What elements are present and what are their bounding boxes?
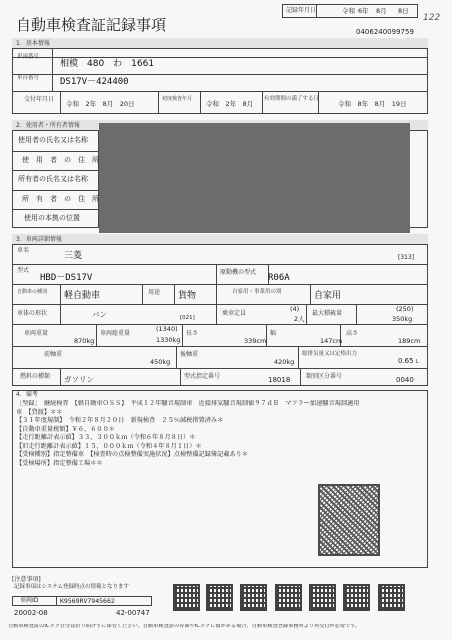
first-reg-date: 令和 2年 8月 [206, 100, 254, 108]
first-reg-label: 初度検査年月 [162, 96, 193, 102]
user-name-label: 使用者の氏名又は名称 [18, 136, 88, 144]
body-code: [021] [180, 315, 195, 321]
type-number: 18018 [268, 376, 291, 384]
attention-title: [注意事項] [12, 576, 41, 583]
note-line: 【旧走行距離計表示値】１５，０００ｋｍ（令和４年８月１日）＊ [16, 442, 202, 450]
document-title: 自動車検査証記録事項 [16, 16, 167, 34]
record-date-month: 8月 [376, 7, 387, 15]
vehicle-detail-heading: 3．車両詳細情報 [16, 236, 62, 243]
qr-code-6 [343, 584, 370, 611]
vehicle-use: 貨物 [178, 291, 197, 301]
owner-address-label: 所 有 者 の 住 所 [22, 195, 99, 203]
displacement-unit: L [416, 359, 419, 365]
capacity-label: 乗車定員 [222, 310, 247, 317]
notes-qr-code [318, 484, 380, 556]
document-number: 0406240099759 [356, 28, 414, 36]
qr-code-7 [378, 584, 405, 611]
base-location-label: 使用の本拠の位置 [24, 214, 80, 222]
front-axle-label: 前軸重 [44, 351, 63, 358]
attention-text: 記録事項はシステム登録時点の情報となります [14, 584, 129, 590]
footer-notice: 自動車検査証のICタグ自分は折り曲げずに保管ください。自動車検査証の券面やICタグに傷がある場合、自動車検査登録事務所より再交付が必要です。 [8, 624, 361, 629]
purpose-label: 自家用・事業用の別 [232, 289, 282, 295]
user-owner-heading: 2．使用者・所有者情報 [16, 122, 80, 129]
note-line: ［型録］ 継続検査 【軽自動車ＯＳＳ】 平成１２年騒音規制車 近接排気騒音規制値９７ｄＢ マフラー加速騒音規制適用 [16, 400, 360, 407]
gross-weight-original: (1340) [156, 325, 178, 333]
rear-axle-label: 後軸重 [180, 351, 199, 358]
form-code-left: 20002-08 [14, 609, 48, 617]
height: 189cm [398, 337, 421, 345]
gross-weight: 1330kg [156, 336, 181, 344]
height-label: 高さ [346, 330, 359, 337]
weight-label: 車両重量 [24, 330, 49, 337]
body-shape: バン [92, 310, 107, 319]
record-date-day: 8日 [398, 7, 409, 15]
handwritten-number: 122 [423, 13, 441, 23]
kind-label: 自動車の種別 [17, 289, 48, 295]
model: HBD－DS17V [40, 273, 93, 283]
fuel-label: 燃料の種類 [20, 373, 51, 380]
maker-label: 車名 [17, 247, 30, 254]
capacity-original: (4) [290, 305, 300, 313]
delivery-date: 令和 2年 8月 20日 [66, 100, 135, 108]
rear-axle-weight: 420kg [274, 358, 295, 366]
displacement-label: 総排気量又は定格出力 [302, 351, 358, 357]
max-load-original: (250) [396, 305, 414, 313]
model-label: 型式 [17, 267, 30, 274]
expiry-date: 令和 8年 8月 19日 [338, 100, 407, 108]
qr-code-3 [240, 584, 267, 611]
note-line: 【受検種別】指定整備車 【検査時の点検整備実施状況】点検整備記録簿記載あり＊ [16, 451, 249, 458]
maker: 三菱 [64, 251, 83, 261]
reg-number: 相模 480 わ 1661 [60, 59, 155, 69]
record-date-label: 記録年月日 [286, 7, 317, 14]
vehicle-weight: 870kg [74, 337, 95, 345]
qr-code-5 [309, 584, 336, 611]
note-line: 【３１年度規制】 令和２年８月２０日 新規検査 ２５％減税措置済み＊ [16, 417, 224, 424]
capacity: 2人 [294, 315, 305, 323]
displacement: 0.65 [398, 357, 414, 365]
vehicle-id-label: 車両ID [20, 597, 39, 604]
redacted-personal-info [99, 123, 410, 233]
reg-number-label: 車両番号 [17, 54, 40, 60]
delivery-label: 交付年月日 [24, 96, 55, 103]
use-label: 用途 [148, 289, 161, 296]
chassis-number: DS17V－424400 [60, 77, 129, 87]
record-date-year: 6年 [358, 7, 369, 15]
vehicle-kind: 軽自動車 [64, 291, 101, 301]
notes-heading: 4．備考 [16, 391, 38, 398]
fuel-type: ガソリン [64, 375, 94, 384]
front-axle-weight: 450kg [150, 358, 171, 366]
form-code-right: 42-00747 [116, 609, 150, 617]
max-load-label: 最大積載量 [312, 310, 343, 317]
class-no-label: 類別区分番号 [306, 373, 343, 380]
note-line: 車 【貸渡】＊＊ [16, 408, 63, 416]
maker-code: [313] [398, 254, 415, 261]
body-label: 車体の形状 [17, 310, 48, 317]
note-line: 【走行距離計表示値】３３，３００ｋｍ（令和６年８月８日）＊ [16, 434, 196, 441]
vehicle-id: K9569RV7945662 [60, 597, 115, 605]
record-date-era: 令和 [342, 7, 355, 15]
expiry-label: 有効期間の満了する日 [264, 96, 320, 102]
note-line: 【自動車重量税額】￥６，６００＊ [16, 425, 115, 433]
qr-code-1 [173, 584, 200, 611]
owner-name-label: 所有者の氏名又は名称 [18, 175, 88, 183]
class-number: 0040 [396, 376, 414, 384]
engine-label: 原動機の型式 [220, 269, 257, 276]
notes-text [16, 400, 424, 468]
chassis-label: 車台番号 [17, 75, 40, 81]
engine-model: R06A [268, 273, 290, 283]
width-label: 幅 [270, 330, 277, 337]
gross-label: 車両総重量 [100, 330, 131, 337]
length: 339cm [244, 337, 267, 345]
vehicle-purpose: 自家用 [314, 291, 342, 301]
type-no-label: 型式指定番号 [184, 373, 221, 380]
note-line: 【受検場所】指定整備工場＊＊ [16, 459, 103, 467]
length-label: 長さ [186, 330, 199, 337]
qr-code-4 [275, 584, 302, 611]
max-load: 350kg [392, 315, 413, 323]
user-address-label: 使 用 者 の 住 所 [22, 156, 99, 164]
width: 147cm [320, 337, 343, 345]
basic-info-heading: 1．基本情報 [16, 40, 50, 47]
qr-code-2 [206, 584, 233, 611]
